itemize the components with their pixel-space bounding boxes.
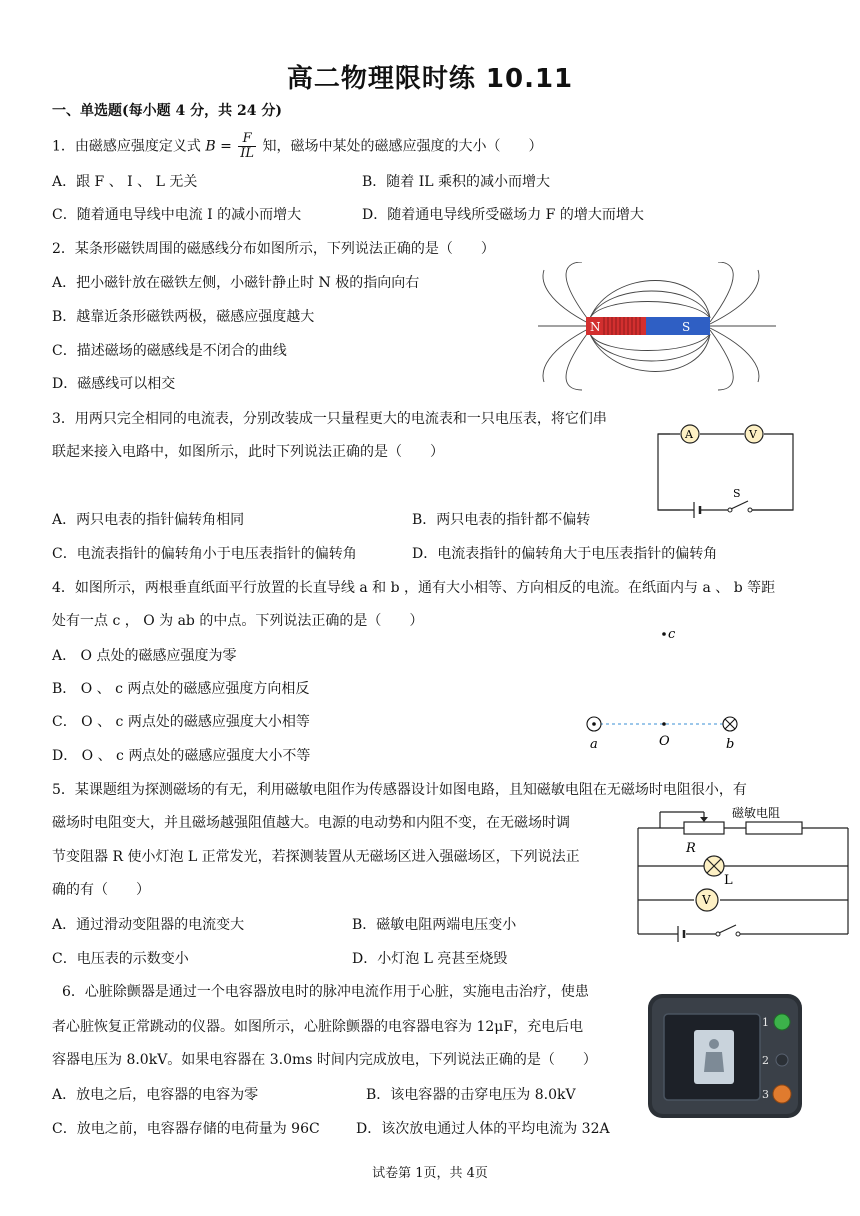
q6-stem-line3: 容器电压为 8.0kV。如果电容器在 3.0ms 时间内完成放电，下列说法正确的是（ ） (52, 1052, 597, 1068)
q5-option-b[interactable]: B．磁敏电阻两端电压变小 (352, 917, 517, 933)
q5-option-d[interactable]: D．小灯泡 L 亮甚至烧毁 (352, 951, 508, 967)
q3-option-a[interactable]: A．两只电表的指针偏转角相同 (52, 512, 245, 528)
q1-formula-den: IL (240, 146, 255, 161)
q6-option-b[interactable]: B．该电容器的击穿电压为 8.0kV (366, 1087, 576, 1103)
label-a: a (590, 737, 598, 752)
button-2-label: 2 (762, 1054, 769, 1067)
two-wires-figure (580, 622, 755, 752)
q4-option-c[interactable]: C． O 、 c 两点处的磁感应强度大小相等 (52, 714, 310, 730)
q2-option-c[interactable]: C．描述磁场的磁感线是不闭合的曲线 (52, 343, 287, 359)
q5-stem-line4: 确的有（ ） (52, 882, 150, 898)
q2-option-d[interactable]: D．磁感线可以相交 (52, 376, 176, 392)
q1-formula-num: F (238, 132, 256, 147)
q4-stem-line1: 4．如图所示，两根垂直纸面平行放置的长直导线 a 和 b ，通有大小相等、方向相反的电流。在纸面内与 a 、 b 等距 (52, 580, 776, 596)
q4-option-b[interactable]: B． O 、 c 两点处的磁感应强度方向相反 (52, 681, 310, 697)
q2-stem: 2．某条形磁铁周围的磁感线分布如图所示，下列说法正确的是（ ） (52, 241, 495, 257)
q1-stem-after: 知，磁场中某处的磁感应强度的大小（ ） (262, 138, 543, 155)
q3-stem-line1: 3．用两只完全相同的电流表，分别改装成一只量程更大的电流表和一只电压表，将它们串 (52, 411, 607, 427)
label-l: L (724, 873, 733, 888)
label-o: O (659, 734, 670, 749)
q1-option-b[interactable]: B．随着 IL 乘积的减小而增大 (362, 174, 551, 190)
magnetoresistor-circuit-figure (628, 804, 853, 944)
q4-option-a[interactable]: A． O 点处的磁感应强度为零 (52, 648, 237, 664)
label-v: V (702, 893, 711, 907)
q1-option-c[interactable]: C．随着通电导线中电流 I 的减小而增大 (52, 207, 302, 223)
q6-option-a[interactable]: A．放电之后，电容器的电容为零 (52, 1087, 259, 1103)
voltmeter-label: V (749, 428, 757, 441)
page-footer: 试卷第 1页，共 4页 (372, 1166, 488, 1181)
shock-button (773, 1085, 791, 1103)
section-heading: 一、单选题(每小题 4 分，共 24 分) (52, 103, 282, 119)
q2-option-a[interactable]: A．把小磁针放在磁铁左侧，小磁针静止时 N 极的指向向右 (52, 275, 420, 291)
defibrillator-photo (646, 990, 806, 1122)
button-3-label: 3 (762, 1088, 769, 1101)
q5-option-a[interactable]: A．通过滑动变阻器的电流变大 (52, 917, 245, 933)
q2-option-b[interactable]: B．越靠近条形磁铁两极，磁感应强度越大 (52, 309, 315, 325)
point-c (662, 632, 666, 636)
magnet-n-label: N (590, 320, 601, 334)
power-button (774, 1014, 790, 1030)
q6-stem-line1: 6．心脏除颤器是通过一个电容器放电时的脉冲电流作用于心脏，实施电击治疗，使患 (62, 984, 589, 1000)
q1-stem (52, 132, 543, 161)
label-r: R (686, 841, 696, 856)
info-button (776, 1054, 788, 1066)
q5-stem-line1: 5．某课题组为探测磁场的有无，利用磁敏电阻作为传感器设计如图电路，且知磁敏电阻在无磁场时电阻很小，有 (52, 782, 747, 798)
q3-option-c[interactable]: C．电流表指针的偏转角小于电压表指针的偏转角 (52, 546, 357, 562)
sliding-rheostat (684, 822, 724, 834)
label-b: b (726, 737, 735, 752)
magnet-south-pole (646, 317, 710, 335)
q1-stem-before: 1．由磁感应强度定义式 (52, 138, 201, 155)
point-o (662, 722, 666, 726)
q3-option-b[interactable]: B．两只电表的指针都不偏转 (412, 512, 591, 528)
q6-option-c[interactable]: C．放电之前，电容器存储的电荷量为 96C (52, 1121, 320, 1137)
magnetoresistor (746, 822, 802, 834)
q5-stem-line2: 磁场时电阻变大，并且磁场越强阻值越大。电源的电动势和内阻不变，在无磁场时调 (52, 815, 570, 831)
page-title: 高二物理限时练 10.11 (286, 64, 574, 94)
q1-formula-lhs: B = (205, 138, 232, 155)
q1-option-d[interactable]: D．随着通电导线所受磁场力 F 的增大而增大 (362, 207, 644, 223)
switch-symbol (719, 925, 736, 933)
q4-option-d[interactable]: D． O 、 c 两点处的磁感应强度大小不等 (52, 748, 311, 764)
q1-option-a[interactable]: A．跟 F 、 I 、 L 无关 (52, 174, 198, 190)
q6-option-d[interactable]: D．该次放电通过人体的平均电流为 32A (356, 1121, 610, 1137)
q3-stem-line2: 联起来接入电路中，如图所示，此时下列说法正确的是（ ） (52, 444, 444, 460)
q5-stem-line3: 节变阻器 R 使小灯泡 L 正常发光，若探测装置从无磁场区进入强磁场区，下列说法正 (52, 849, 580, 865)
magnet-s-label: S (682, 320, 691, 334)
bar-magnet-field-figure (532, 262, 782, 392)
button-1-label: 1 (762, 1016, 769, 1029)
q5-option-c[interactable]: C．电压表的示数变小 (52, 951, 189, 967)
ammeter-label: A (685, 428, 693, 441)
label-magnetoresistor: 磁敏电阻 (732, 806, 781, 820)
q3-option-d[interactable]: D．电流表指针的偏转角大于电压表指针的偏转角 (412, 546, 718, 562)
ammeter-voltmeter-circuit-figure (650, 422, 800, 522)
q4-stem-line2: 处有一点 c ， O 为 ab 的中点。下列说法正确的是（ ） (52, 613, 424, 629)
q1-formula-fraction (238, 132, 256, 161)
switch-label: S (733, 487, 741, 500)
q6-stem-line2: 者心脏恢复正常跳动的仪器。如图所示，心脏除颤器的电容器电容为 12μF，充电后电 (52, 1019, 584, 1035)
label-c: c (668, 627, 676, 642)
